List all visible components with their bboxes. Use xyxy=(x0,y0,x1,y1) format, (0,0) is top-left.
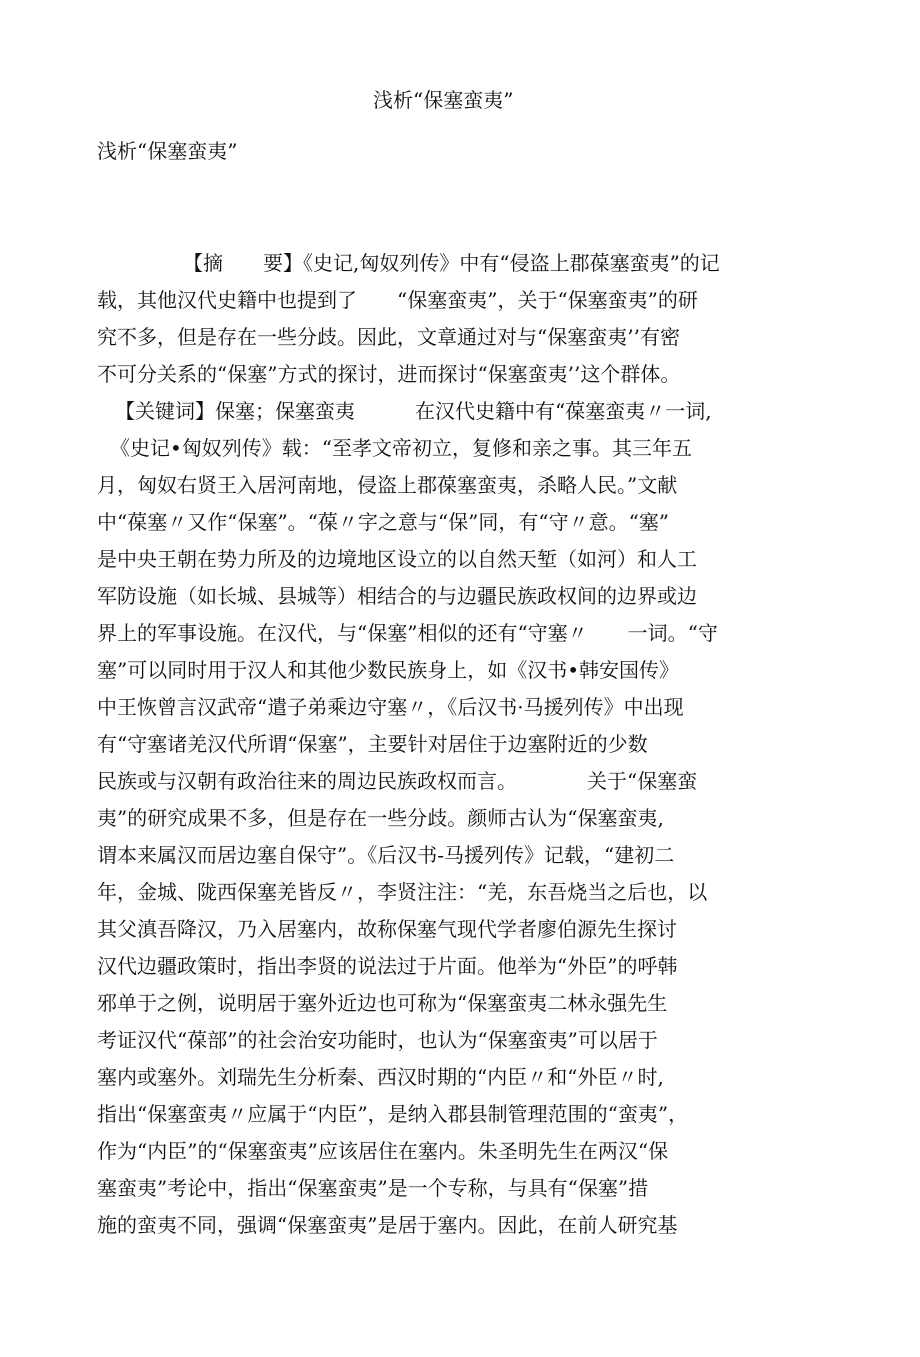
body-line: 《史记•匈奴列传》载：“至孝文帝初立，复修和亲之事。其三年五 xyxy=(110,436,693,460)
body-line: 夷”的研究成果不多，但是存在一些分歧。颜师古认为“保塞蛮夷, xyxy=(97,806,664,830)
body-line: 汉代边疆政策时，指出李贤的说法过于片面。他举为“外臣”的呼韩 xyxy=(97,954,678,978)
body-line: 其父滇吾降汉，乃入居塞内，故称保塞气现代学者廖伯源先生探讨 xyxy=(97,917,677,941)
body-line: 是中央王朝在势力所及的边境地区设立的以自然天堑（如河）和人工 xyxy=(97,547,697,571)
body-line: 施的蛮夷不同，强调“保塞蛮夷”是居于塞内。因此，在前人研究基 xyxy=(97,1213,678,1237)
body-line: 塞”可以同时用于汉人和其他少数民族身上，如《汉书•韩安国传》 xyxy=(97,658,680,682)
body-line: 月，匈奴右贤王入居河南地，侵盗上郡葆塞蛮夷，杀略人民。”文献 xyxy=(97,473,678,497)
body-line: 指出“保塞蛮夷〃应属于“内臣”，是纳入郡县制管理范围的“蛮夷”， xyxy=(97,1102,689,1126)
document-title: 浅析“保塞蛮夷” xyxy=(373,88,514,112)
body-line: 谓本来属汉而居边塞自保守”。《后汉书-马援列传》记载，“建初二 xyxy=(97,843,675,867)
body-line: 作为“内臣”的“保塞蛮夷”应该居住在塞内。朱圣明先生在两汉“保 xyxy=(97,1139,669,1163)
body-line: 有“守塞诸羌汉代所谓“保塞”，主要针对居住于边塞附近的少数 xyxy=(97,732,648,756)
body-line: 塞内或塞外。刘瑞先生分析秦、西汉时期的“内臣〃和“外臣〃时, xyxy=(97,1065,664,1089)
body-line: 民族或与汉朝有政治往来的周边民族政权而言。 关于“保塞蛮 xyxy=(97,769,698,793)
body-line: 载，其他汉代史籍中也提到了 “保塞蛮夷”，关于“保塞蛮夷”的研 xyxy=(97,288,698,312)
body-line: 中王恢曾言汉武帝“遣子弟乘边守塞〃，《后汉书·马援列传》中出现 xyxy=(97,695,684,719)
body-line: 究不多，但是存在一些分歧。因此，文章通过对与“保塞蛮夷’’有密 xyxy=(97,325,680,349)
body-line: 塞蛮夷”考论中，指出“保塞蛮夷”是一个专称，与具有“保塞”措 xyxy=(97,1176,649,1200)
document-subtitle: 浅析“保塞蛮夷” xyxy=(97,139,238,163)
body-line: 中“葆塞〃又作“保塞”。“葆〃字之意与“保”同，有“守〃意。“塞” xyxy=(97,510,670,534)
body-line: 军防设施（如长城、县城等）相结合的与边疆民族政权间的边界或边 xyxy=(97,584,697,608)
body-line: 不可分关系的“保塞”方式的探讨，进而探讨“保塞蛮夷’’这个群体。 xyxy=(97,362,681,386)
body-line: 界上的军事设施。在汉代，与“保塞”相似的还有“守塞〃 一词。“守 xyxy=(97,621,718,645)
body-line: 邪单于之例，说明居于塞外近边也可称为“保塞蛮夷二林永强先生 xyxy=(97,991,668,1015)
body-line: 考证汉代“葆部”的社会治安功能时，也认为“保塞蛮夷”可以居于 xyxy=(97,1028,658,1052)
body-line: 【关键词】保塞；保塞蛮夷 在汉代史籍中有“葆塞蛮夷〃一词, xyxy=(115,399,712,423)
body-line: 【摘 要】《史记,匈奴列传》中有“侵盗上郡葆塞蛮夷”的记 xyxy=(183,251,720,275)
body-line: 年，金城、陇西保塞羌皆反〃，李贤注注：“羌，东吾烧当之后也，以 xyxy=(97,880,708,904)
